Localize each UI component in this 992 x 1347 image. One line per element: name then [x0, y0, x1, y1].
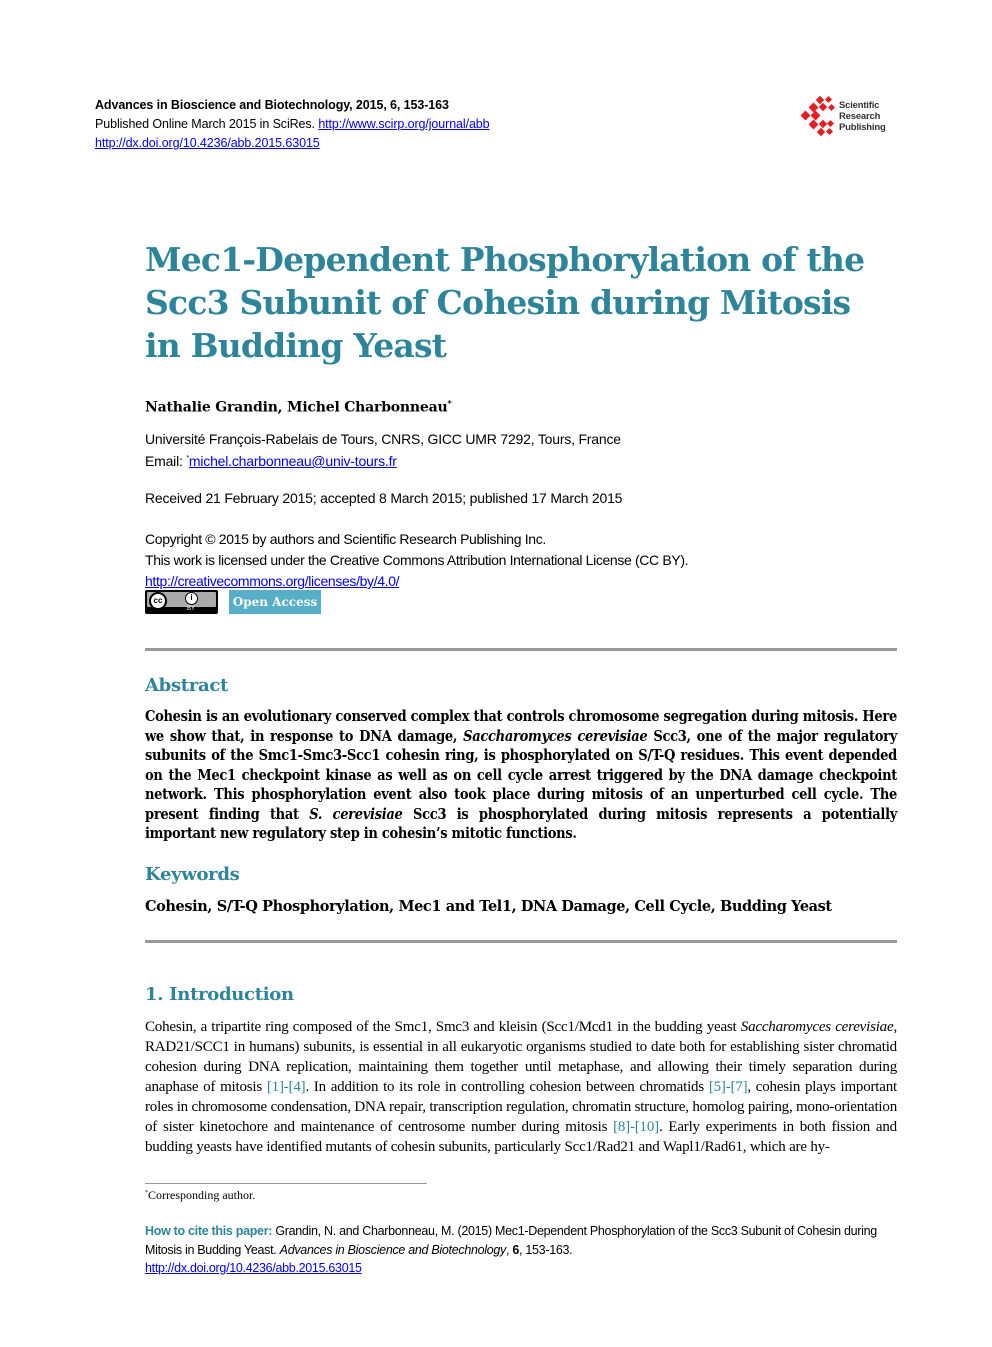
citation-doi-link[interactable]: http://dx.doi.org/10.4236/abb.2015.63015 [145, 1261, 362, 1275]
how-to-cite-label: How to cite this paper: [145, 1224, 273, 1238]
publication-dates: Received 21 February 2015; accepted 8 March 2015; published 17 March 2015 [145, 490, 623, 506]
email-link[interactable]: michel.charbonneau@univ-tours.fr [188, 453, 397, 469]
journal-header [95, 96, 490, 153]
authors: Nathalie Grandin, Michel Charbonneau* [145, 398, 452, 416]
footnote: *Corresponding author. [145, 1188, 256, 1202]
doi-link[interactable]: http://dx.doi.org/10.4236/abb.2015.63015 [95, 136, 320, 150]
keywords-list: Cohesin, S/T-Q Phosphorylation, Mec1 and Tel1, DNA Damage, Cell Cycle, Budding Yeast [145, 898, 832, 915]
copyright-line: Copyright © 2015 by authors and Scientific Research Publishing Inc. [145, 531, 546, 547]
open-access-badge[interactable]: Open Access [229, 590, 321, 614]
abstract-heading: Abstract [145, 675, 229, 696]
keywords-heading: Keywords [145, 864, 240, 885]
abstract-body: Cohesin is an evolutionary conserved complex that controls chromosome segregation during mitosis. Here we show that, in response to DNA damage, Saccharomyces cerevisiae Scc3, one of the major regulatory subunits of the Smc1-Smc3-Scc1 cohesin ring, is phosphorylated on S/T-Q residues. This event depended on the Mec1 checkpoint kinase as well as on cell cycle arrest triggered by the DNA damage checkpoint network. This phosphorylation event also took place during mitosis of an unperturbed cell cycle. The present finding that S. cerevisiae Scc3 is phosphorylated during mitosis represents a potentially important new regulatory step in cohesin’s mitotic functions. [145, 708, 898, 842]
citation-link[interactable]: [5]-[7] [708, 1079, 748, 1095]
publisher-logo[interactable] [797, 96, 907, 140]
scirp-diamond-logo-icon [797, 96, 839, 140]
citation-link[interactable]: [8]-[10] [613, 1119, 659, 1135]
how-to-cite: How to cite this paper: Grandin, N. and Charbonneau, M. (2015) Mec1-Dependent Phosphorylation of the Scc3 Subunit of Cohesin during Mitosis in Budding Yeast. Advances in Bioscience and Biotechnology, 6, 153-163. http://dx.doi.org/10.4236/abb.2015.63015 [145, 1224, 877, 1275]
footnote-divider [145, 1183, 427, 1184]
section-divider [145, 940, 897, 943]
section-divider [145, 648, 897, 651]
cc-by-badge[interactable] [145, 590, 218, 614]
creative-commons-icon: cc [149, 592, 167, 610]
logo-text: Scientific Research Publishing [839, 100, 886, 133]
institution: Université François-Rabelais de Tours, CNRS, GICC UMR 7292, Tours, France [145, 431, 621, 447]
attribution-person-icon: i [185, 592, 198, 605]
published-online [95, 115, 490, 134]
journal-citation: Advances in Bioscience and Biotechnology, 2015, 6, 153-163 [95, 98, 449, 112]
citation-link[interactable]: [1]-[4] [266, 1079, 306, 1095]
affiliation [145, 429, 621, 471]
journal-url-link[interactable]: http://www.scirp.org/journal/abb [318, 117, 490, 131]
email-line: Email: *michel.charbonneau@univ-tours.fr [145, 453, 397, 469]
license-link[interactable]: http://creativecommons.org/licenses/by/4.0/ [145, 573, 400, 589]
introduction-body: Cohesin, a tripartite ring composed of the Smc1, Smc3 and kleisin (Scc1/Mcd1 in the budding yeast Saccharomyces cerevisiae, RAD21/SCC1 in humans) subunits, is essential in all eukaryotic organisms studied to date both for establishing sister chromatid cohesion during DNA replication, maintaining them together until metaphase, and allowing their timely separation during anaphase of mitosis [1]-[4]. In addition to its role in controlling cohesion between chromatids [5]-[7], cohesin plays important roles in chromosome condensation, DNA repair, transcription regulation, chromatin structure, homolog pairing, mono-orientation of sister kinetochore and maintenance of centrosome number during mitosis [8]-[10]. Early experiments in both fission and budding yeasts have identified mutants of cohesin subunits, particularly Scc1/Rad21 and Wapl1/Rad61, which are hy- [145, 1019, 897, 1155]
paper-title: Mec1-Dependent Phosphorylation of the Scc3 Subunit of Cohesin during Mitosis in Budding Yeast [145, 240, 865, 365]
copyright-block [145, 529, 688, 592]
by-label: BY [187, 606, 196, 612]
introduction-heading: 1. Introduction [145, 984, 294, 1005]
published-online-text: Published Online March 2015 in SciRes. [95, 117, 319, 131]
license-line: This work is licensed under the Creative Commons Attribution International License (CC BY). [145, 552, 689, 568]
